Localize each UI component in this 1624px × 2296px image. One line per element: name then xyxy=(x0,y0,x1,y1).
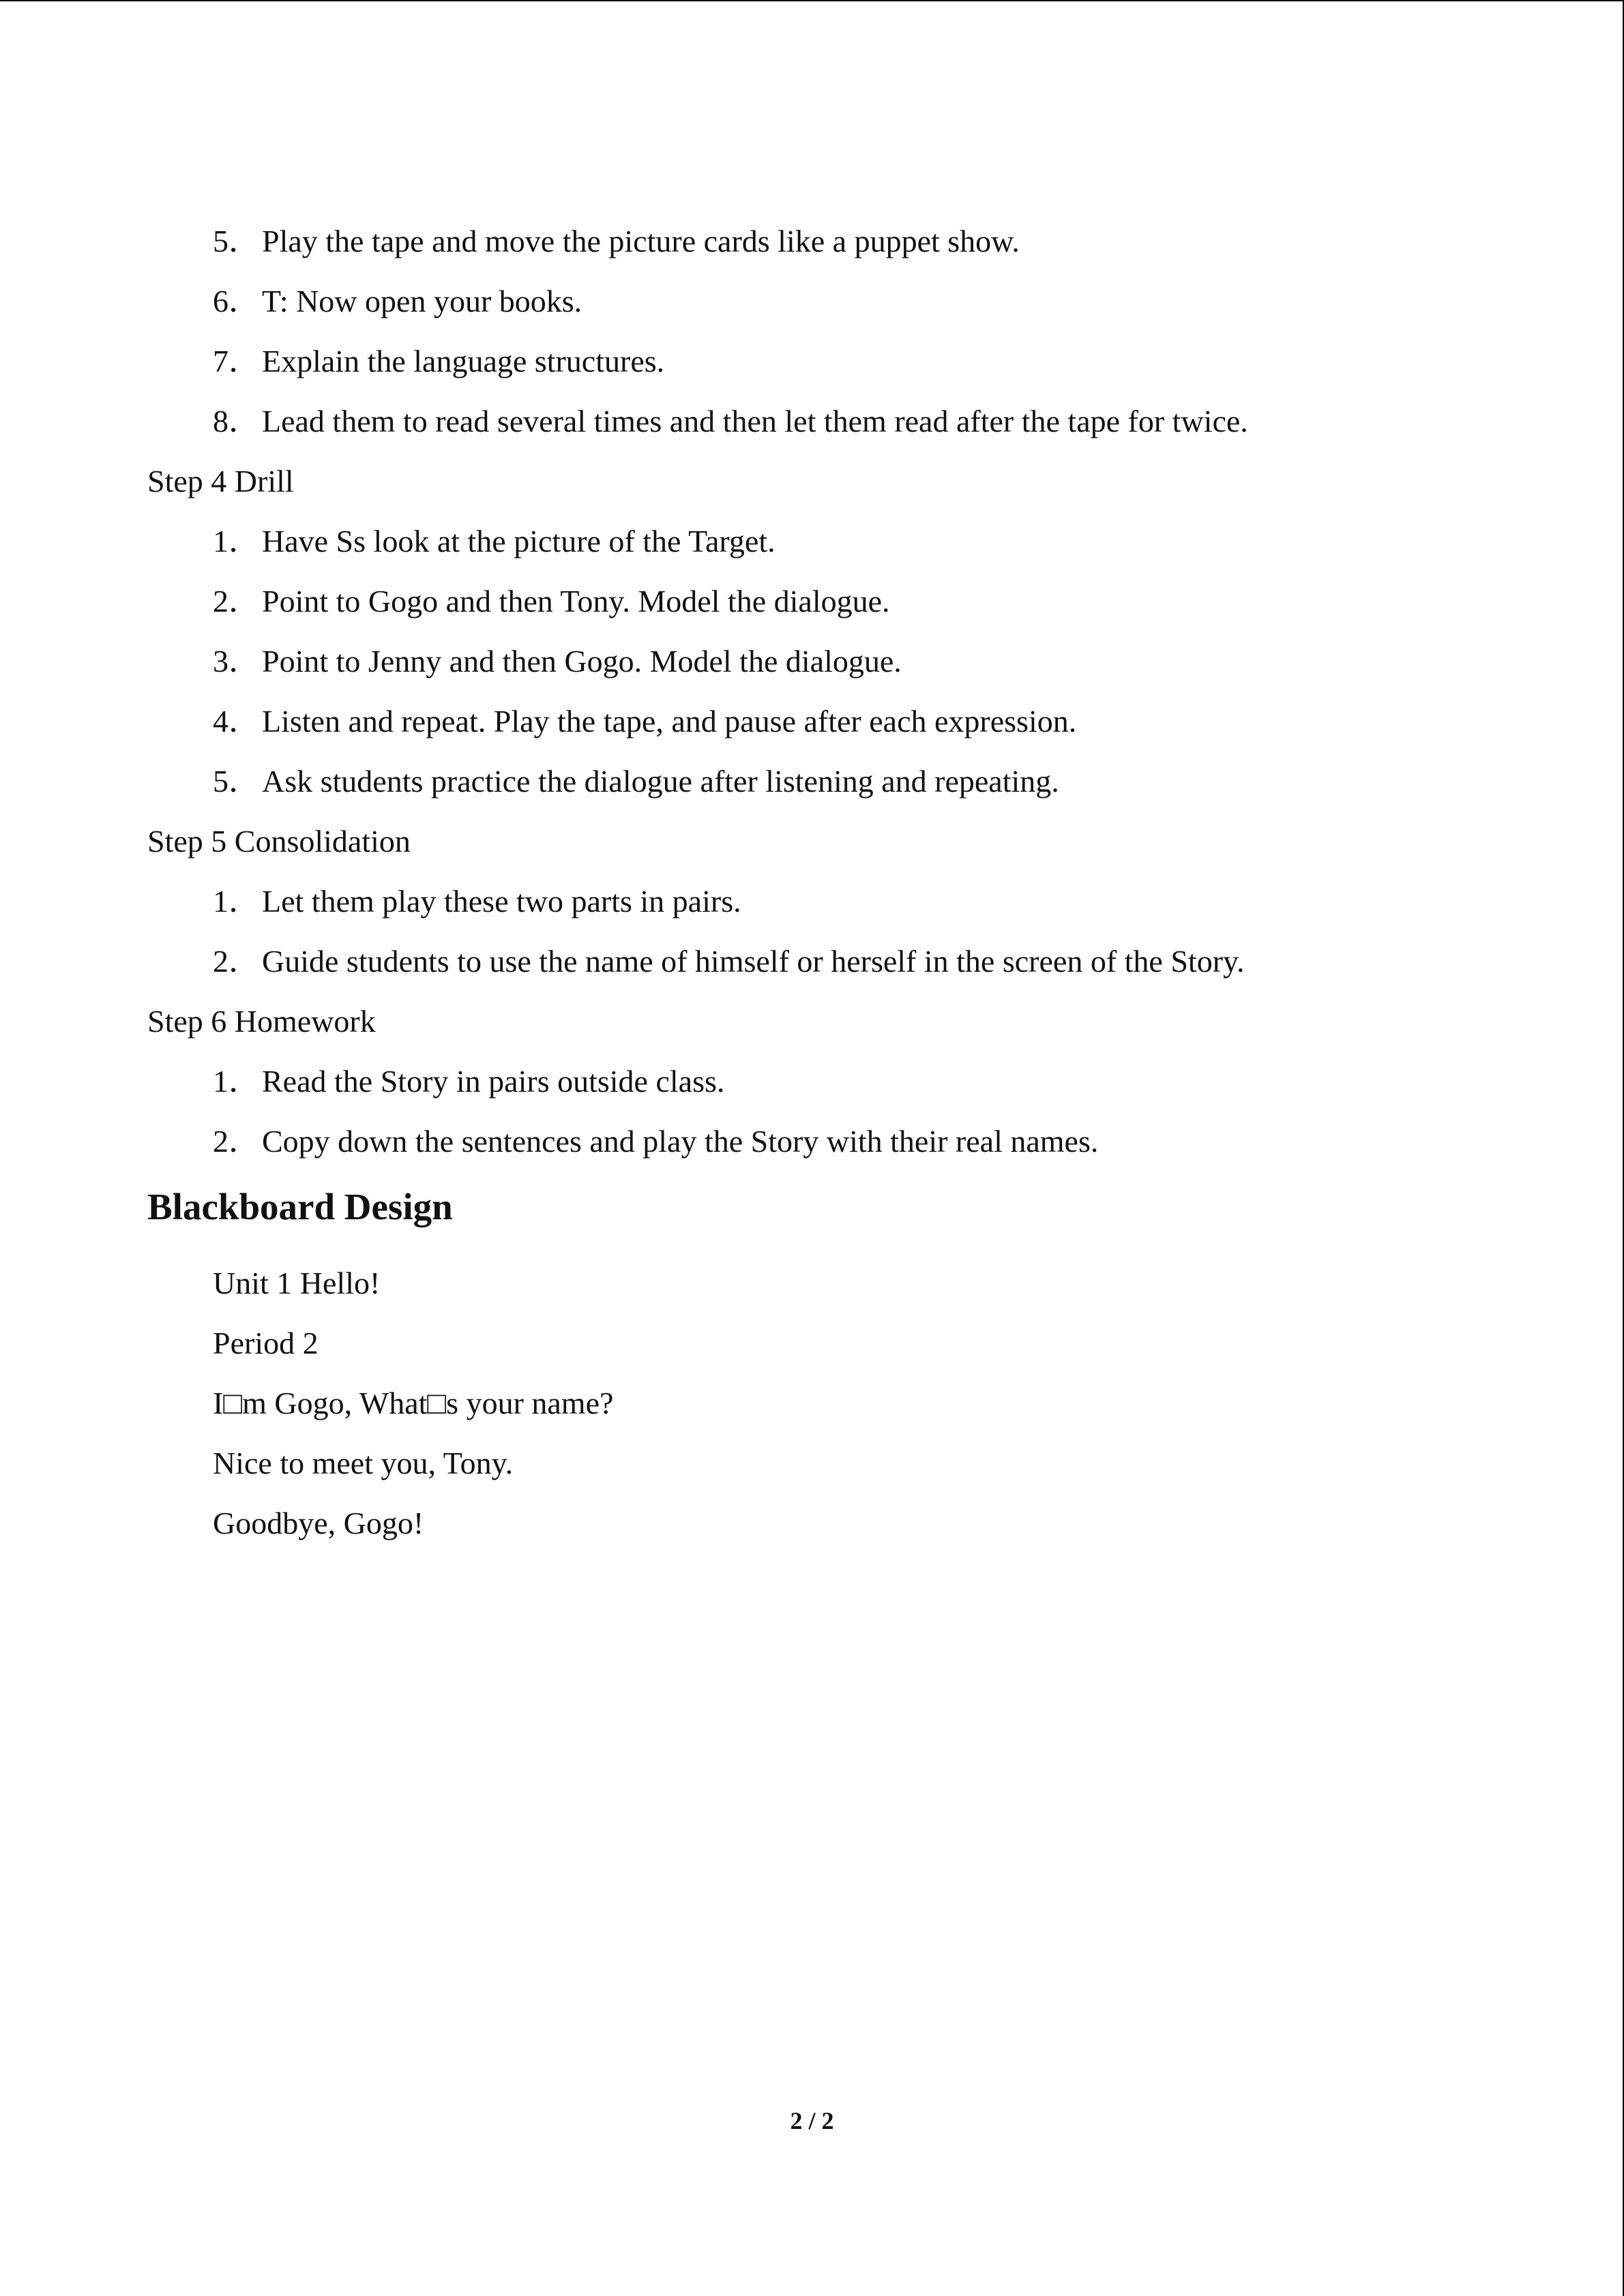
list-item xyxy=(147,331,1484,391)
list-item xyxy=(147,211,1484,271)
item-text: Let them play these two parts in pairs. xyxy=(262,884,741,919)
item-number: 2． xyxy=(213,584,260,618)
item-number: 3． xyxy=(213,644,260,679)
item-number: 1． xyxy=(213,884,260,919)
blackboard-line: Unit 1 Hello! xyxy=(213,1266,381,1300)
blackboard-line: Period 2 xyxy=(213,1326,319,1360)
step-4-title: Step 4 Drill xyxy=(147,464,294,498)
item-text: Explain the language structures. xyxy=(262,344,665,378)
lesson-plan-content xyxy=(147,211,1484,1553)
blackboard-line: I□m Gogo, What□s your name? xyxy=(213,1386,614,1420)
item-number: 8． xyxy=(213,404,260,438)
list-item xyxy=(147,1112,1484,1172)
blackboard-line: Nice to meet you, Tony. xyxy=(213,1446,514,1480)
page-number: 2 / 2 xyxy=(790,2107,834,2134)
list-item xyxy=(147,271,1484,331)
item-text: Point to Jenny and then Gogo. Model the dialogue. xyxy=(262,644,902,679)
item-number: 2． xyxy=(213,944,260,979)
step-6-title: Step 6 Homework xyxy=(147,1004,376,1039)
item-text: Point to Gogo and then Tony. Model the dialogue. xyxy=(262,584,890,618)
step-5-title: Step 5 Consolidation xyxy=(147,824,411,859)
item-number: 1． xyxy=(213,1064,260,1099)
item-text: Copy down the sentences and play the Story with their real names. xyxy=(262,1124,1099,1159)
list-item xyxy=(147,571,1484,631)
list-item xyxy=(147,511,1484,571)
item-number: 5． xyxy=(213,224,260,258)
item-number: 2． xyxy=(213,1124,260,1159)
item-number: 6． xyxy=(213,284,260,318)
item-text: Lead them to read several times and then let them read after the tape for twice. xyxy=(262,404,1248,438)
list-item xyxy=(147,691,1484,751)
item-number: 4． xyxy=(213,704,260,739)
item-text: Ask students practice the dialogue after listening and repeating. xyxy=(262,764,1059,799)
item-text: Guide students to use the name of himself or herself in the screen of the Story. xyxy=(262,944,1245,979)
blackboard-line: Goodbye, Gogo! xyxy=(213,1506,424,1540)
blackboard-design-heading: Blackboard Design xyxy=(147,1186,453,1227)
list-item xyxy=(147,631,1484,691)
list-item xyxy=(147,1052,1484,1112)
item-number: 1． xyxy=(213,524,260,558)
item-text: Have Ss look at the picture of the Target. xyxy=(262,524,776,558)
item-text: Play the tape and move the picture cards like a puppet show. xyxy=(262,224,1020,258)
list-item xyxy=(147,871,1484,931)
item-text: Listen and repeat. Play the tape, and pause after each expression. xyxy=(262,704,1077,739)
item-text: T: Now open your books. xyxy=(262,284,582,318)
list-item xyxy=(147,391,1484,451)
item-number: 7． xyxy=(213,344,260,378)
item-text: Read the Story in pairs outside class. xyxy=(262,1064,725,1099)
list-item xyxy=(147,931,1484,992)
list-item xyxy=(147,751,1484,811)
item-number: 5． xyxy=(213,764,260,799)
